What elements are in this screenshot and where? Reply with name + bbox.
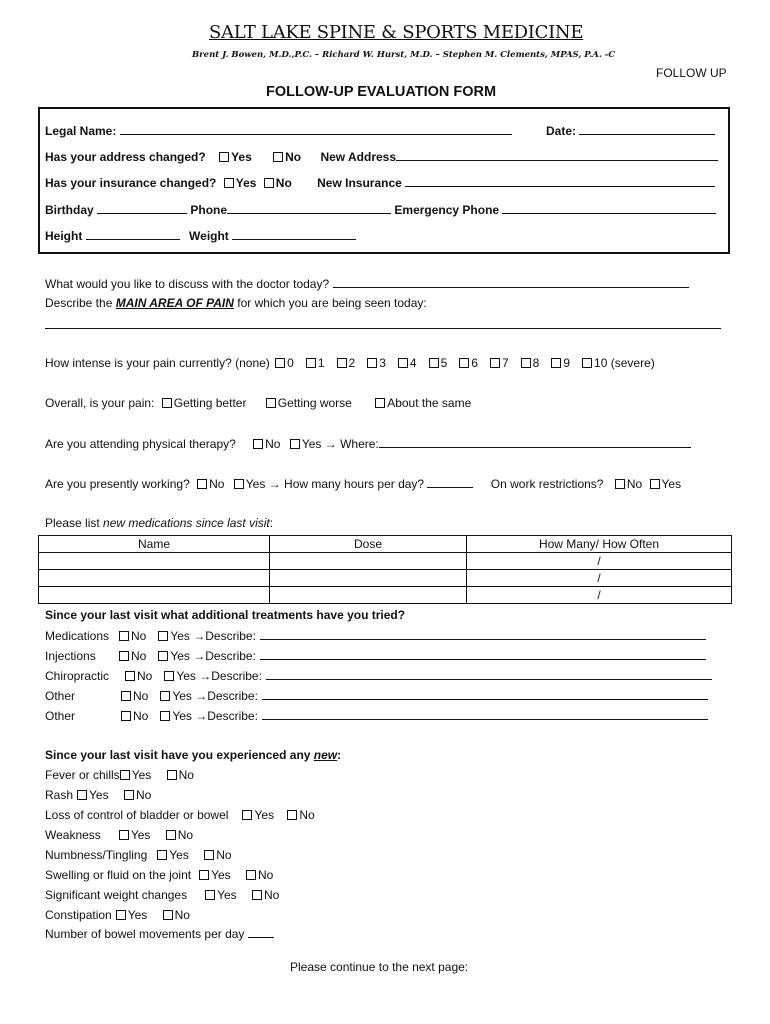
fever-label: Fever or chills <box>45 768 120 782</box>
legal-name-label: Legal Name: <box>45 124 117 138</box>
table-row[interactable] <box>39 587 732 604</box>
numbness-no-checkbox[interactable] <box>204 850 214 860</box>
no-label: No <box>216 848 232 862</box>
pain-10-checkbox[interactable] <box>582 358 592 368</box>
severe-label: (severe) <box>610 356 655 370</box>
pain-6-label: 6 <box>471 356 478 370</box>
getting-better-checkbox[interactable] <box>162 398 172 408</box>
pain-5-checkbox[interactable] <box>429 358 439 368</box>
pain-3-checkbox[interactable] <box>367 358 377 368</box>
swelling-no-checkbox[interactable] <box>246 870 256 880</box>
treatment-no-checkbox[interactable] <box>121 691 131 701</box>
pt-yes-checkbox[interactable] <box>290 439 300 449</box>
med-name-cell[interactable] <box>39 587 270 604</box>
weight-no-checkbox[interactable] <box>252 890 262 900</box>
no-label: No <box>137 669 153 683</box>
weakness-no-checkbox[interactable] <box>166 830 176 840</box>
col-name: Name <box>39 536 270 553</box>
form-tag: FOLLOW UP <box>656 66 727 80</box>
no-label: No <box>133 709 149 723</box>
weakness-yes-checkbox[interactable] <box>119 830 129 840</box>
restrictions-yes-checkbox[interactable] <box>650 479 660 489</box>
weight-yes-checkbox[interactable] <box>205 890 215 900</box>
yes-label: Yes <box>235 176 257 190</box>
col-frequency: How Many/ How Often <box>467 536 732 553</box>
yes-label: Yes <box>89 788 109 802</box>
col-dose: Dose <box>270 536 467 553</box>
main-area-question: Describe the MAIN AREA OF PAIN for which you are being seen today: <box>45 296 427 310</box>
bowel-label: Number of bowel movements per day <box>45 927 245 941</box>
yes-label: Yes <box>661 477 682 491</box>
treatment-describe-field[interactable] <box>266 668 712 680</box>
treatment-describe-field[interactable] <box>260 628 706 640</box>
pt-no-checkbox[interactable] <box>253 439 263 449</box>
none-label: (none) <box>235 356 270 370</box>
treatment-yes-checkbox[interactable] <box>158 631 168 641</box>
rash-no-checkbox[interactable] <box>124 790 134 800</box>
constipation-yes-checkbox[interactable] <box>116 910 126 920</box>
bowel-field[interactable] <box>248 926 274 938</box>
restrictions-label: On work restrictions? <box>490 477 604 491</box>
pain-0-checkbox[interactable] <box>275 358 285 368</box>
practice-name: SALT LAKE SPINE & SPORTS MEDICINE <box>209 22 584 43</box>
pt-label: Are you attending physical therapy? <box>45 437 236 451</box>
med-frequency-cell[interactable]: / <box>467 553 732 570</box>
no-label: No <box>135 788 152 802</box>
yes-label: Yes <box>127 908 148 922</box>
swelling-label: Swelling or fluid on the joint <box>45 868 192 882</box>
pain-intensity-row <box>45 356 655 370</box>
emergency-phone-label: Emergency Phone <box>394 203 500 217</box>
pain-8-checkbox[interactable] <box>521 358 531 368</box>
pain-6-checkbox[interactable] <box>459 358 469 368</box>
discuss-label: What would you like to discuss with the doctor today? <box>45 277 330 291</box>
height-label: Height <box>45 229 83 243</box>
yes-label: Yes <box>130 828 151 842</box>
weight-field[interactable] <box>232 228 356 240</box>
med-frequency-cell[interactable]: / <box>467 570 732 587</box>
legal-name-field[interactable] <box>120 123 512 135</box>
treatment-row <box>45 628 706 643</box>
treatment-row <box>45 688 708 703</box>
fever-no-checkbox[interactable] <box>167 770 177 780</box>
new-insurance-label: New Insurance <box>317 176 402 190</box>
pain-10-label: 10 <box>594 356 608 370</box>
treatment-yes-checkbox[interactable] <box>164 671 174 681</box>
describe-label: Yes →Describe: <box>170 629 256 643</box>
med-frequency-cell[interactable]: / <box>467 587 732 604</box>
no-label: No <box>133 689 149 703</box>
pain-3-label: 3 <box>379 356 386 370</box>
hours-label: Yes → How many hours per day? <box>245 477 425 491</box>
symptoms-heading: Since your last visit have you experienced any new: <box>45 748 342 762</box>
no-label: No <box>209 477 225 491</box>
swelling-yes-checkbox[interactable] <box>199 870 209 880</box>
date-label: Date: <box>546 124 577 138</box>
no-label: No <box>626 477 643 491</box>
where-label: Yes → Where: <box>301 437 379 451</box>
numbness-label: Numbness/Tingling <box>45 848 148 862</box>
intensity-label: How intense is your pain currently? <box>45 356 232 370</box>
fever-yes-checkbox[interactable] <box>120 770 130 780</box>
yes-label: Yes <box>254 808 275 822</box>
constipation-no-checkbox[interactable] <box>163 910 173 920</box>
new-address-label: New Address <box>320 150 397 164</box>
pain-2-label: 2 <box>348 356 356 370</box>
pain-7-label: 7 <box>501 356 509 370</box>
address-no-checkbox[interactable] <box>273 152 283 162</box>
table-header-row <box>39 536 732 553</box>
pain-2-checkbox[interactable] <box>337 358 347 368</box>
pain-1-label: 1 <box>317 356 325 370</box>
describe-label: Yes →Describe: <box>172 689 258 703</box>
treatment-describe-field[interactable] <box>260 648 706 660</box>
no-label: No <box>178 768 194 782</box>
treatment-describe-field[interactable] <box>262 708 708 720</box>
pain-8-label: 8 <box>532 356 540 370</box>
treatment-label: Medications <box>45 629 110 643</box>
medications-intro: Please list new medications since last visit: <box>45 516 274 530</box>
treatment-no-checkbox[interactable] <box>119 631 129 641</box>
pain-scale <box>273 356 607 370</box>
med-name-cell[interactable] <box>39 553 270 570</box>
treatment-row <box>45 668 712 683</box>
pain-9-checkbox[interactable] <box>551 358 561 368</box>
med-dose-cell[interactable] <box>270 570 467 587</box>
working-label: Are you presently working? <box>45 477 190 491</box>
yes-label: Yes <box>231 150 252 164</box>
overall-label: Overall, is your pain: <box>45 396 155 410</box>
no-label: No <box>131 629 147 643</box>
working-no-checkbox[interactable] <box>197 479 207 489</box>
date-field[interactable] <box>579 123 715 135</box>
med-dose-cell[interactable] <box>270 587 467 604</box>
yes-label: Yes <box>169 848 189 862</box>
treatment-yes-checkbox[interactable] <box>160 691 170 701</box>
insurance-yes-checkbox[interactable] <box>224 178 234 188</box>
medications-table <box>38 535 732 604</box>
treatment-no-checkbox[interactable] <box>119 651 129 661</box>
describe-label: Yes →Describe: <box>170 649 256 663</box>
emergency-phone-field[interactable] <box>502 202 716 214</box>
no-label: No <box>131 649 147 663</box>
describe-label: Yes →Describe: <box>176 669 262 683</box>
height-field[interactable] <box>86 228 180 240</box>
working-yes-checkbox[interactable] <box>234 479 244 489</box>
pt-where-field[interactable] <box>379 436 691 448</box>
treatment-no-checkbox[interactable] <box>125 671 135 681</box>
restrictions-no-checkbox[interactable] <box>615 479 625 489</box>
discuss-field[interactable] <box>333 276 689 288</box>
getting-worse-label: Getting worse <box>277 396 352 410</box>
med-name-cell[interactable] <box>39 570 270 587</box>
describe-label: Yes →Describe: <box>172 709 258 723</box>
weight-label: Weight <box>189 229 229 243</box>
no-label: No <box>177 828 194 842</box>
treatment-describe-field[interactable] <box>262 688 708 700</box>
yes-label: Yes <box>131 768 152 782</box>
pain-9-label: 9 <box>563 356 571 370</box>
treatment-label: Other <box>45 709 76 723</box>
phone-field[interactable] <box>227 202 391 214</box>
rash-label: Rash <box>45 788 74 802</box>
treatment-label: Injections <box>45 649 96 663</box>
about-same-label: About the same <box>387 396 472 410</box>
pain-7-checkbox[interactable] <box>490 358 500 368</box>
bladder-yes-checkbox[interactable] <box>242 810 252 820</box>
getting-worse-checkbox[interactable] <box>266 398 276 408</box>
new-insurance-field[interactable] <box>405 175 715 187</box>
new-address-field[interactable] <box>396 149 718 161</box>
pain-1-checkbox[interactable] <box>306 358 316 368</box>
insurance-no-checkbox[interactable] <box>264 178 274 188</box>
constipation-label: Constipation <box>45 908 112 922</box>
yes-label: Yes <box>217 888 237 902</box>
no-label: No <box>265 437 281 451</box>
no-label: No <box>299 808 315 822</box>
no-label: No <box>174 908 190 922</box>
about-same-checkbox[interactable] <box>375 398 385 408</box>
continue-footer: Please continue to the next page: <box>290 960 469 974</box>
treatment-yes-checkbox[interactable] <box>160 711 170 721</box>
pain-5-label: 5 <box>440 356 448 370</box>
birthday-field[interactable] <box>97 202 187 214</box>
treatment-row <box>45 648 706 663</box>
form-title: FOLLOW-UP EVALUATION FORM <box>266 84 497 100</box>
address-yes-checkbox[interactable] <box>219 152 229 162</box>
numbness-yes-checkbox[interactable] <box>157 850 167 860</box>
address-changed-label: Has your address changed? <box>45 150 206 164</box>
hours-field[interactable] <box>427 476 473 488</box>
treatment-row <box>45 708 708 723</box>
treatment-yes-checkbox[interactable] <box>158 651 168 661</box>
weight-change-label: Significant weight changes <box>45 888 188 902</box>
weakness-label: Weakness <box>45 828 101 842</box>
treatments-heading: Since your last visit what additional treatments have you tried? <box>45 608 406 622</box>
no-label: No <box>264 888 280 902</box>
phone-label: Phone <box>190 203 228 217</box>
no-label: No <box>275 176 292 190</box>
pain-0-label: 0 <box>287 356 294 370</box>
physician-list: Brent J. Bowen, M.D.,P.C. – Richard W. Hurst, M.D. – Stephen M. Clements, MPAS, P.A. -C <box>192 50 616 60</box>
treatment-no-checkbox[interactable] <box>121 711 131 721</box>
bladder-label: Loss of control of bladder or bowel <box>45 808 229 822</box>
yes-label: Yes <box>211 868 231 882</box>
no-label: No <box>258 868 274 882</box>
main-area-field[interactable] <box>45 318 721 329</box>
bladder-no-checkbox[interactable] <box>287 810 297 820</box>
pain-4-label: 4 <box>409 356 417 370</box>
rash-yes-checkbox[interactable] <box>77 790 87 800</box>
insurance-changed-label: Has your insurance changed? <box>45 176 217 190</box>
pain-4-checkbox[interactable] <box>398 358 408 368</box>
no-label: No <box>285 150 302 164</box>
treatment-label: Chiropractic <box>45 669 110 683</box>
getting-better-label: Getting better <box>173 396 247 410</box>
birthday-label: Birthday <box>45 203 94 217</box>
treatment-label: Other <box>45 689 76 703</box>
table-row[interactable] <box>39 570 732 587</box>
med-dose-cell[interactable] <box>270 553 467 570</box>
table-row[interactable] <box>39 553 732 570</box>
